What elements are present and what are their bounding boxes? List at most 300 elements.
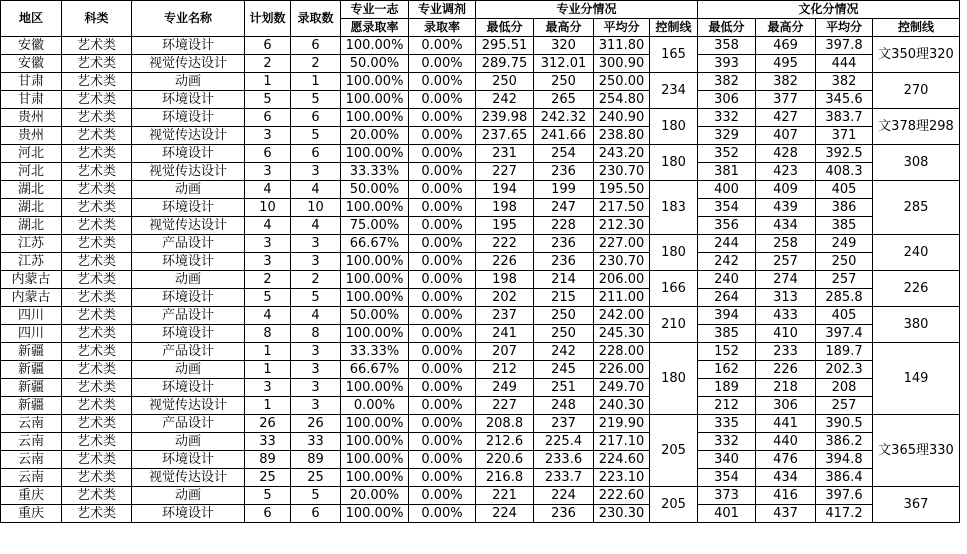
cell-pro-max: 250	[534, 325, 594, 343]
cell-category: 艺术类	[62, 325, 132, 343]
cell-major: 产品设计	[132, 343, 245, 361]
cell-plan: 6	[245, 145, 291, 163]
cell-pro-min: 212	[476, 361, 534, 379]
cell-pro-max: 254	[534, 145, 594, 163]
cell-first-choice-rate: 100.00%	[341, 415, 409, 433]
cell-culture-min: 401	[698, 505, 756, 523]
cell-category: 艺术类	[62, 253, 132, 271]
cell-pro-avg: 206.00	[594, 271, 650, 289]
cell-category: 艺术类	[62, 199, 132, 217]
cell-pro-avg: 217.50	[594, 199, 650, 217]
cell-plan: 26	[245, 415, 291, 433]
cell-adjust-rate: 0.00%	[409, 235, 476, 253]
cell-category: 艺术类	[62, 181, 132, 199]
cell-culture-max: 416	[756, 487, 816, 505]
cell-culture-min: 332	[698, 109, 756, 127]
cell-culture-min: 340	[698, 451, 756, 469]
cell-culture-max: 226	[756, 361, 816, 379]
cell-pro-avg: 245.30	[594, 325, 650, 343]
cell-culture-min: 212	[698, 397, 756, 415]
cell-pro-min: 289.75	[476, 55, 534, 73]
cell-culture-min: 382	[698, 73, 756, 91]
cell-region: 内蒙古	[1, 289, 62, 307]
cell-pro-control: 180	[650, 343, 698, 415]
cell-culture-avg: 408.3	[816, 163, 873, 181]
cell-adjust-rate: 0.00%	[409, 433, 476, 451]
cell-pro-avg: 250.00	[594, 73, 650, 91]
cell-major: 视觉传达设计	[132, 469, 245, 487]
cell-pro-min: 242	[476, 91, 534, 109]
cell-region: 新疆	[1, 361, 62, 379]
cell-adjust-rate: 0.00%	[409, 181, 476, 199]
cell-culture-avg: 189.7	[816, 343, 873, 361]
cell-adjust-rate: 0.00%	[409, 469, 476, 487]
cell-pro-min: 249	[476, 379, 534, 397]
cell-pro-avg: 230.30	[594, 505, 650, 523]
cell-category: 艺术类	[62, 235, 132, 253]
header-major: 专业名称	[132, 1, 245, 37]
cell-first-choice-rate: 20.00%	[341, 487, 409, 505]
cell-first-choice-rate: 0.00%	[341, 397, 409, 415]
cell-major: 环境设计	[132, 325, 245, 343]
table-row	[1, 91, 960, 109]
cell-first-choice-rate: 66.67%	[341, 361, 409, 379]
table-row	[1, 163, 960, 181]
cell-pro-min: 237.65	[476, 127, 534, 145]
cell-adjust-rate: 0.00%	[409, 127, 476, 145]
cell-region: 湖北	[1, 217, 62, 235]
cell-pro-avg: 226.00	[594, 361, 650, 379]
cell-region: 湖北	[1, 181, 62, 199]
cell-major: 环境设计	[132, 37, 245, 55]
table-body	[1, 37, 960, 523]
cell-first-choice-rate: 100.00%	[341, 325, 409, 343]
cell-first-choice-rate: 100.00%	[341, 37, 409, 55]
cell-pro-max: 228	[534, 217, 594, 235]
cell-pro-max: 214	[534, 271, 594, 289]
cell-pro-control: 180	[650, 145, 698, 181]
cell-major: 产品设计	[132, 235, 245, 253]
cell-major: 动画	[132, 271, 245, 289]
cell-major: 环境设计	[132, 379, 245, 397]
cell-major: 动画	[132, 73, 245, 91]
cell-region: 云南	[1, 415, 62, 433]
cell-pro-min: 241	[476, 325, 534, 343]
cell-pro-control: 165	[650, 37, 698, 73]
cell-plan: 6	[245, 505, 291, 523]
cell-first-choice-rate: 100.00%	[341, 505, 409, 523]
cell-major: 环境设计	[132, 199, 245, 217]
cell-culture-max: 409	[756, 181, 816, 199]
cell-pro-avg: 212.30	[594, 217, 650, 235]
cell-category: 艺术类	[62, 361, 132, 379]
cell-region: 湖北	[1, 199, 62, 217]
cell-pro-max: 236	[534, 505, 594, 523]
cell-pro-min: 226	[476, 253, 534, 271]
cell-pro-min: 250	[476, 73, 534, 91]
cell-admitted: 3	[291, 379, 341, 397]
cell-pro-min: 208.8	[476, 415, 534, 433]
cell-major: 视觉传达设计	[132, 397, 245, 415]
cell-major: 动画	[132, 181, 245, 199]
cell-culture-max: 437	[756, 505, 816, 523]
cell-admitted: 89	[291, 451, 341, 469]
cell-culture-avg: 417.2	[816, 505, 873, 523]
cell-admitted: 3	[291, 361, 341, 379]
cell-admitted: 6	[291, 37, 341, 55]
cell-pro-min: 222	[476, 235, 534, 253]
header-plan: 计划数	[245, 1, 291, 37]
cell-culture-avg: 386	[816, 199, 873, 217]
cell-first-choice-rate: 100.00%	[341, 73, 409, 91]
header-pro-control: 控制线	[650, 19, 698, 37]
cell-major: 产品设计	[132, 415, 245, 433]
cell-pro-avg: 219.90	[594, 415, 650, 433]
table-row	[1, 451, 960, 469]
cell-category: 艺术类	[62, 307, 132, 325]
cell-culture-max: 410	[756, 325, 816, 343]
cell-pro-min: 231	[476, 145, 534, 163]
cell-pro-min: 239.98	[476, 109, 534, 127]
table-row	[1, 145, 960, 163]
cell-first-choice-rate: 100.00%	[341, 253, 409, 271]
cell-pro-control: 205	[650, 487, 698, 523]
cell-culture-max: 257	[756, 253, 816, 271]
cell-pro-max: 251	[534, 379, 594, 397]
cell-admitted: 4	[291, 307, 341, 325]
table-row	[1, 325, 960, 343]
cell-category: 艺术类	[62, 37, 132, 55]
cell-pro-avg: 224.60	[594, 451, 650, 469]
cell-pro-max: 233.7	[534, 469, 594, 487]
cell-pro-min: 220.6	[476, 451, 534, 469]
cell-admitted: 3	[291, 343, 341, 361]
cell-culture-min: 152	[698, 343, 756, 361]
cell-culture-max: 434	[756, 217, 816, 235]
cell-adjust-rate: 0.00%	[409, 55, 476, 73]
cell-culture-max: 434	[756, 469, 816, 487]
cell-culture-avg: 397.8	[816, 37, 873, 55]
cell-culture-avg: 383.7	[816, 109, 873, 127]
cell-culture-avg: 257	[816, 271, 873, 289]
cell-category: 艺术类	[62, 289, 132, 307]
cell-culture-control: 149	[873, 343, 960, 415]
cell-culture-min: 242	[698, 253, 756, 271]
cell-plan: 5	[245, 289, 291, 307]
cell-region: 重庆	[1, 505, 62, 523]
cell-pro-min: 207	[476, 343, 534, 361]
cell-plan: 4	[245, 181, 291, 199]
cell-adjust-rate: 0.00%	[409, 163, 476, 181]
cell-pro-min: 237	[476, 307, 534, 325]
cell-first-choice-rate: 100.00%	[341, 451, 409, 469]
table-row	[1, 253, 960, 271]
cell-plan: 89	[245, 451, 291, 469]
cell-culture-min: 354	[698, 469, 756, 487]
cell-pro-max: 199	[534, 181, 594, 199]
cell-pro-min: 295.51	[476, 37, 534, 55]
cell-pro-min: 216.8	[476, 469, 534, 487]
cell-adjust-rate: 0.00%	[409, 91, 476, 109]
table-row	[1, 271, 960, 289]
cell-culture-min: 240	[698, 271, 756, 289]
cell-pro-max: 241.66	[534, 127, 594, 145]
cell-pro-max: 245	[534, 361, 594, 379]
table-row	[1, 235, 960, 253]
header-region: 地区	[1, 1, 62, 37]
table-row	[1, 469, 960, 487]
cell-category: 艺术类	[62, 379, 132, 397]
cell-admitted: 5	[291, 91, 341, 109]
cell-plan: 1	[245, 397, 291, 415]
cell-culture-min: 162	[698, 361, 756, 379]
table-row	[1, 433, 960, 451]
cell-culture-max: 258	[756, 235, 816, 253]
cell-culture-control: 240	[873, 235, 960, 271]
cell-first-choice-rate: 50.00%	[341, 55, 409, 73]
cell-pro-avg: 254.80	[594, 91, 650, 109]
cell-category: 艺术类	[62, 397, 132, 415]
cell-culture-avg: 405	[816, 181, 873, 199]
cell-first-choice-rate: 100.00%	[341, 433, 409, 451]
cell-first-choice-rate: 20.00%	[341, 127, 409, 145]
cell-admitted: 4	[291, 217, 341, 235]
cell-culture-control: 270	[873, 73, 960, 109]
cell-plan: 6	[245, 109, 291, 127]
table-row	[1, 127, 960, 145]
cell-plan: 2	[245, 55, 291, 73]
cell-category: 艺术类	[62, 91, 132, 109]
cell-adjust-rate: 0.00%	[409, 451, 476, 469]
cell-pro-max: 224	[534, 487, 594, 505]
cell-region: 甘肃	[1, 91, 62, 109]
table-row	[1, 109, 960, 127]
cell-culture-avg: 397.4	[816, 325, 873, 343]
cell-adjust-rate: 0.00%	[409, 109, 476, 127]
header-pro-group: 专业分情况	[476, 1, 698, 19]
cell-pro-min: 227	[476, 397, 534, 415]
cell-culture-min: 335	[698, 415, 756, 433]
cell-major: 视觉传达设计	[132, 55, 245, 73]
cell-region: 四川	[1, 325, 62, 343]
cell-pro-control: 183	[650, 181, 698, 235]
header-category: 科类	[62, 1, 132, 37]
cell-admitted: 25	[291, 469, 341, 487]
cell-plan: 5	[245, 91, 291, 109]
cell-pro-min: 198	[476, 199, 534, 217]
cell-major: 动画	[132, 361, 245, 379]
cell-culture-min: 352	[698, 145, 756, 163]
cell-culture-max: 476	[756, 451, 816, 469]
cell-admitted: 6	[291, 109, 341, 127]
cell-culture-avg: 390.5	[816, 415, 873, 433]
cell-admitted: 2	[291, 55, 341, 73]
cell-plan: 1	[245, 73, 291, 91]
cell-major: 视觉传达设计	[132, 127, 245, 145]
cell-pro-avg: 222.60	[594, 487, 650, 505]
cell-major: 环境设计	[132, 451, 245, 469]
header-culture-avg: 平均分	[816, 19, 873, 37]
cell-culture-max: 440	[756, 433, 816, 451]
cell-adjust-rate: 0.00%	[409, 37, 476, 55]
header-pro-min: 最低分	[476, 19, 534, 37]
cell-region: 云南	[1, 433, 62, 451]
cell-category: 艺术类	[62, 451, 132, 469]
cell-major: 环境设计	[132, 145, 245, 163]
cell-admitted: 3	[291, 397, 341, 415]
cell-plan: 8	[245, 325, 291, 343]
cell-category: 艺术类	[62, 127, 132, 145]
cell-culture-avg: 394.8	[816, 451, 873, 469]
cell-pro-max: 236	[534, 163, 594, 181]
cell-plan: 3	[245, 253, 291, 271]
cell-culture-min: 332	[698, 433, 756, 451]
cell-region: 江苏	[1, 235, 62, 253]
cell-culture-min: 358	[698, 37, 756, 55]
cell-pro-max: 233.6	[534, 451, 594, 469]
cell-pro-avg: 228.00	[594, 343, 650, 361]
table-row	[1, 397, 960, 415]
table-row	[1, 505, 960, 523]
cell-region: 河北	[1, 145, 62, 163]
cell-admitted: 4	[291, 181, 341, 199]
cell-plan: 1	[245, 361, 291, 379]
cell-category: 艺术类	[62, 343, 132, 361]
header-adjust-1: 专业调剂	[409, 1, 476, 19]
cell-region: 云南	[1, 469, 62, 487]
cell-plan: 5	[245, 487, 291, 505]
cell-category: 艺术类	[62, 433, 132, 451]
cell-first-choice-rate: 100.00%	[341, 271, 409, 289]
cell-plan: 3	[245, 163, 291, 181]
cell-culture-min: 306	[698, 91, 756, 109]
cell-pro-min: 224	[476, 505, 534, 523]
cell-major: 产品设计	[132, 307, 245, 325]
cell-first-choice-rate: 100.00%	[341, 145, 409, 163]
cell-first-choice-rate: 66.67%	[341, 235, 409, 253]
cell-admitted: 8	[291, 325, 341, 343]
header-culture-group: 文化分情况	[698, 1, 960, 19]
cell-culture-avg: 386.2	[816, 433, 873, 451]
cell-culture-control: 文365理330	[873, 415, 960, 487]
cell-pro-control: 180	[650, 109, 698, 145]
cell-adjust-rate: 0.00%	[409, 487, 476, 505]
cell-first-choice-rate: 75.00%	[341, 217, 409, 235]
cell-first-choice-rate: 100.00%	[341, 91, 409, 109]
cell-culture-max: 433	[756, 307, 816, 325]
header-pro-max: 最高分	[534, 19, 594, 37]
cell-pro-min: 198	[476, 271, 534, 289]
cell-culture-min: 400	[698, 181, 756, 199]
cell-category: 艺术类	[62, 415, 132, 433]
cell-admitted: 26	[291, 415, 341, 433]
cell-pro-max: 225.4	[534, 433, 594, 451]
cell-culture-avg: 371	[816, 127, 873, 145]
cell-major: 环境设计	[132, 289, 245, 307]
cell-first-choice-rate: 100.00%	[341, 379, 409, 397]
cell-region: 四川	[1, 307, 62, 325]
cell-region: 云南	[1, 451, 62, 469]
cell-major: 环境设计	[132, 253, 245, 271]
cell-culture-max: 427	[756, 109, 816, 127]
cell-culture-control: 226	[873, 271, 960, 307]
cell-first-choice-rate: 33.33%	[341, 163, 409, 181]
table-row	[1, 217, 960, 235]
cell-adjust-rate: 0.00%	[409, 145, 476, 163]
cell-culture-max: 274	[756, 271, 816, 289]
cell-culture-min: 381	[698, 163, 756, 181]
table-row	[1, 307, 960, 325]
table-row	[1, 289, 960, 307]
cell-culture-min: 189	[698, 379, 756, 397]
cell-adjust-rate: 0.00%	[409, 73, 476, 91]
cell-major: 动画	[132, 487, 245, 505]
cell-category: 艺术类	[62, 73, 132, 91]
cell-culture-max: 423	[756, 163, 816, 181]
cell-pro-avg: 300.90	[594, 55, 650, 73]
cell-category: 艺术类	[62, 217, 132, 235]
cell-first-choice-rate: 50.00%	[341, 307, 409, 325]
cell-adjust-rate: 0.00%	[409, 199, 476, 217]
cell-culture-avg: 386.4	[816, 469, 873, 487]
cell-region: 新疆	[1, 397, 62, 415]
cell-pro-min: 194	[476, 181, 534, 199]
cell-pro-max: 236	[534, 253, 594, 271]
cell-culture-avg: 257	[816, 397, 873, 415]
cell-pro-control: 210	[650, 307, 698, 343]
cell-culture-control: 308	[873, 145, 960, 181]
cell-pro-max: 215	[534, 289, 594, 307]
cell-adjust-rate: 0.00%	[409, 505, 476, 523]
cell-category: 艺术类	[62, 55, 132, 73]
cell-category: 艺术类	[62, 271, 132, 289]
cell-region: 新疆	[1, 343, 62, 361]
cell-pro-avg: 195.50	[594, 181, 650, 199]
cell-culture-min: 394	[698, 307, 756, 325]
cell-admitted: 10	[291, 199, 341, 217]
cell-admitted: 3	[291, 163, 341, 181]
cell-pro-max: 236	[534, 235, 594, 253]
cell-culture-avg: 202.3	[816, 361, 873, 379]
cell-pro-avg: 240.30	[594, 397, 650, 415]
cell-plan: 1	[245, 343, 291, 361]
cell-adjust-rate: 0.00%	[409, 379, 476, 397]
cell-admitted: 6	[291, 145, 341, 163]
cell-plan: 25	[245, 469, 291, 487]
cell-culture-avg: 249	[816, 235, 873, 253]
cell-adjust-rate: 0.00%	[409, 217, 476, 235]
cell-first-choice-rate: 100.00%	[341, 469, 409, 487]
table-row	[1, 343, 960, 361]
cell-region: 江苏	[1, 253, 62, 271]
cell-major: 环境设计	[132, 109, 245, 127]
cell-pro-max: 312.01	[534, 55, 594, 73]
cell-culture-avg: 405	[816, 307, 873, 325]
cell-culture-max: 469	[756, 37, 816, 55]
cell-pro-avg: 230.70	[594, 163, 650, 181]
cell-first-choice-rate: 100.00%	[341, 109, 409, 127]
cell-admitted: 3	[291, 253, 341, 271]
cell-category: 艺术类	[62, 469, 132, 487]
cell-adjust-rate: 0.00%	[409, 271, 476, 289]
cell-culture-max: 218	[756, 379, 816, 397]
cell-pro-max: 250	[534, 307, 594, 325]
cell-culture-avg: 444	[816, 55, 873, 73]
cell-region: 重庆	[1, 487, 62, 505]
cell-pro-max: 242.32	[534, 109, 594, 127]
cell-pro-min: 212.6	[476, 433, 534, 451]
table-row	[1, 361, 960, 379]
